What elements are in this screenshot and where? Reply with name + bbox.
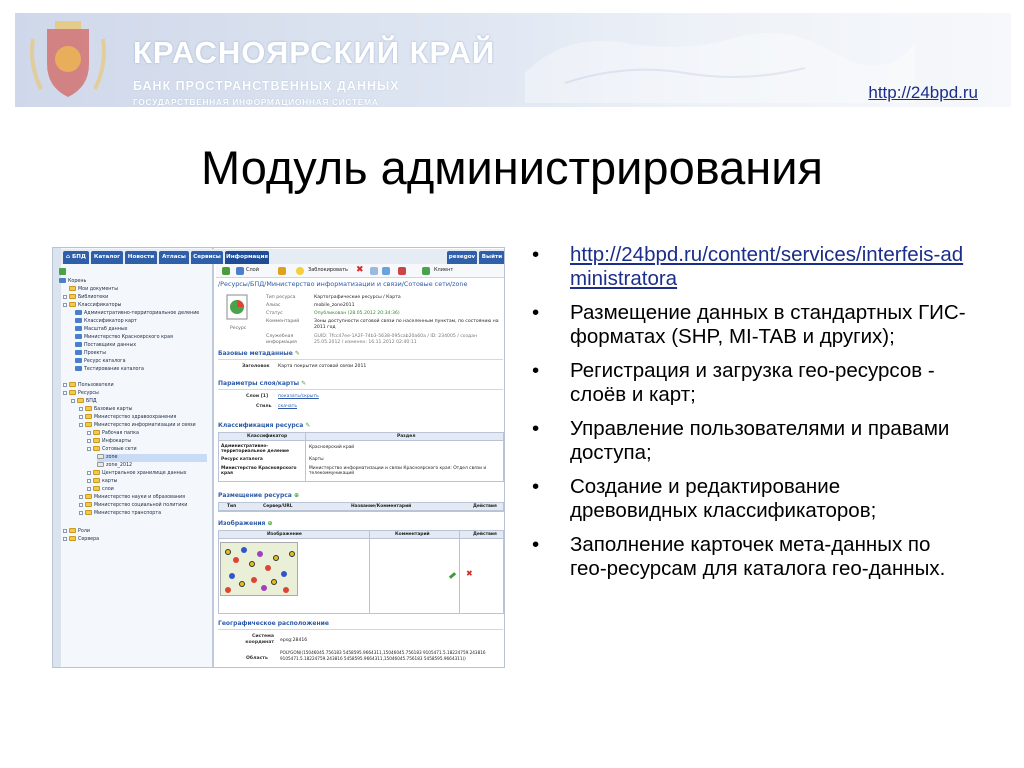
tree-node[interactable]: Министерство информатизации и связи <box>79 422 196 430</box>
bullet-text: Регистрация и загрузка гео-ресурсов - слоёв и карт; <box>570 359 935 406</box>
move-icon[interactable] <box>382 267 390 275</box>
tab-information[interactable]: Информация <box>225 251 269 264</box>
coat-of-arms-icon <box>27 19 109 103</box>
status-value: Опубликован (28.05.2012 20:34:36) <box>314 311 400 316</box>
tree-node[interactable]: карты <box>87 478 117 486</box>
layer-button[interactable]: Слой <box>246 267 259 273</box>
column-header: Классификатор <box>247 434 288 439</box>
comment-value: Зоны доступности сотовой связи по населенным пунктам, по состоянию на 2011 год <box>314 319 499 330</box>
tree-node[interactable]: БПД <box>71 398 97 406</box>
tree-node[interactable]: Роли <box>63 528 90 536</box>
type-value: Картографические ресурсы / Карта <box>314 295 401 300</box>
classification-table <box>218 432 504 482</box>
bullet-item <box>528 243 968 290</box>
bullet-item <box>528 533 968 580</box>
divider <box>218 629 503 630</box>
divider <box>218 389 503 390</box>
tree-node[interactable]: Классификатор карт <box>75 318 137 326</box>
bullet-text: Заполнение карточек мета-данных по гео-ресурсам для каталога гео-данных. <box>570 533 946 580</box>
bullet-text: Размещение данных в стандартных ГИС-форматах (SHP, MI-TAB и других); <box>570 301 966 348</box>
tree-node[interactable]: Административно-территориальное деление <box>75 310 199 318</box>
map-thumbnail-image[interactable] <box>220 542 298 596</box>
table-cell: Министерство Красноярского края <box>221 466 297 476</box>
content-pane <box>216 264 505 668</box>
crs-key: Система координат <box>245 634 274 645</box>
resource-icon <box>226 294 250 322</box>
tree-node[interactable]: Министерство транспорта <box>79 510 161 518</box>
service-value: GUID: 7fcc47ee-1A2F-74b3-5638-095cab20a60a / ID: 234005 / создан 25.05.2012 / изменен: 16.11.2012 02:40:11 <box>314 334 478 345</box>
tree-node[interactable]: Тестирование каталога <box>75 366 144 374</box>
client-button[interactable]: Клиент <box>434 267 454 273</box>
tree-node[interactable]: Сотовые сети <box>87 446 137 454</box>
style-key: Стиль <box>256 404 272 409</box>
lock-icon[interactable] <box>296 267 304 275</box>
table-header <box>219 503 503 511</box>
bullet-marker: • <box>532 417 540 440</box>
table-cell: Ресурс каталога <box>221 457 263 462</box>
table-header <box>219 531 503 539</box>
placement-title: Размещение ресурса ⊕ <box>218 492 299 499</box>
tree-node[interactable]: Инфокарты <box>87 438 131 446</box>
tree-node[interactable]: zone_2012 <box>97 462 132 470</box>
bullet-item <box>528 359 968 406</box>
column-header: Сервер/URL <box>263 504 293 509</box>
column-header: Комментарий <box>395 532 430 537</box>
bullet-list <box>528 243 968 591</box>
geo-title: Географическое расположение <box>218 620 329 627</box>
tree-node[interactable]: Ресурсы <box>63 390 99 398</box>
comment-key: Комментарий <box>266 319 300 324</box>
client-icon[interactable] <box>422 267 430 275</box>
table-cell: Административно-территориальное деление <box>221 444 289 454</box>
column-header: Раздел <box>397 434 416 439</box>
table-cell: Министерство информатизации и связи Красноярского края: Отдел связи и телекоммуникаций <box>309 466 487 476</box>
admin-screenshot <box>52 247 505 668</box>
bullet-text: Управление пользователями и правами доступа; <box>570 417 950 464</box>
tree-node[interactable]: Проекты <box>75 350 106 358</box>
tree-node[interactable]: Центральное хранилище данных <box>87 470 186 478</box>
column-header: Тип <box>227 504 237 509</box>
top-tab-bar <box>61 249 505 264</box>
alias-key: Алиас <box>266 303 281 308</box>
style-download-link[interactable]: скачать <box>278 404 298 409</box>
tree-node[interactable]: Рабочая папка <box>87 430 139 438</box>
edit-icon[interactable] <box>222 267 230 275</box>
bullet-marker: • <box>532 359 540 382</box>
tree-node[interactable]: Ресурс каталога <box>75 358 126 366</box>
column-header: Действия <box>473 504 497 509</box>
site-link[interactable]: http://24bpd.ru <box>868 83 978 102</box>
bullet-marker: • <box>532 243 540 266</box>
bullet-item <box>528 417 968 464</box>
tree-node[interactable]: Библиотеки <box>63 294 108 302</box>
tree-node[interactable]: Министерство здравоохранения <box>79 414 176 422</box>
admin-interface-link[interactable]: http://24bpd.ru/content/services/interfeis-administratora <box>570 243 964 290</box>
images-title: Изображения ⊕ <box>218 520 273 527</box>
banner-title: КРАСНОЯРСКИЙ КРАЙ <box>133 35 496 70</box>
tab-news[interactable]: Новости <box>125 251 157 264</box>
crs-value: epsg:28416 <box>280 638 308 643</box>
area-value: POLYGON((15046045.756183 5458595.9664311,15046045.756183 9105471.5.18224759.243816 9105471.5.18224759.243816 5458595.9664311,15046045.756183 5458595.9664311)) <box>280 650 486 661</box>
tree-node[interactable]: слои <box>87 486 114 494</box>
tree-node[interactable]: Мои документы <box>69 286 118 294</box>
header-banner <box>15 13 1011 107</box>
bullet-item <box>528 301 968 348</box>
table-cell: Красноярский край <box>309 445 355 450</box>
table-cell: Карты <box>309 457 324 462</box>
divider <box>218 359 503 360</box>
tab-bpd[interactable]: ⌂ БПД <box>63 251 89 264</box>
area-key: Область <box>246 656 268 661</box>
banner-subtitle-2: ГОСУДАРСТВЕННАЯ ИНФОРМАЦИОННАЯ СИСТЕМА <box>133 97 379 107</box>
tree-node-selected[interactable]: zone <box>97 454 207 462</box>
tools-icon[interactable] <box>398 267 406 275</box>
tree-node[interactable]: Министерство социальной политики <box>79 502 187 510</box>
base-meta-title: Базовые метаданные ✎ <box>218 350 300 357</box>
refresh-icon[interactable] <box>59 268 68 276</box>
tree-node[interactable]: Базовые карты <box>79 406 132 414</box>
layers-toggle-link[interactable]: показать/скрыть <box>278 394 319 399</box>
logout-button[interactable]: Выйти <box>479 251 505 264</box>
tree-node[interactable]: Корень <box>59 278 86 286</box>
world-map-decoration <box>505 13 925 107</box>
lock-button[interactable]: Заблокировать <box>308 267 348 273</box>
copy-icon[interactable] <box>370 267 378 275</box>
tree-node[interactable]: Министерство науки и образования <box>79 494 185 502</box>
classification-title: Классификация ресурса ✎ <box>218 422 311 429</box>
banner-subtitle: БАНК ПРОСТРАНСТВЕННЫХ ДАННЫХ <box>133 79 400 93</box>
params-title: Параметры слоя/карты ✎ <box>218 380 307 387</box>
tree-node[interactable]: Поставщики данных <box>75 342 136 350</box>
bullet-marker: • <box>532 475 540 498</box>
layer-icon[interactable] <box>236 267 244 275</box>
service-key: Служебная информация <box>266 334 297 345</box>
tab-services[interactable]: Сервисы <box>191 251 223 264</box>
placement-table <box>218 502 504 512</box>
tree-node[interactable]: Классификаторы <box>63 302 121 310</box>
user-name[interactable]: pesegov <box>447 251 477 264</box>
resource-label: Ресурс <box>230 326 247 331</box>
content-toolbar <box>216 264 505 278</box>
name-key: Заголовок <box>242 364 270 369</box>
bullet-text: Создание и редактирование древовидных классификаторов; <box>570 475 877 522</box>
alias-value: mobile_zone2011 <box>314 303 355 308</box>
breadcrumb[interactable]: /Ресурсы/БПД/Министерство информатизации и связи/Сотовые сети/zone <box>218 280 468 288</box>
slide-title: Модуль администрирования <box>201 141 823 194</box>
bullet-marker: • <box>532 533 540 556</box>
layers-key: Слои [1] <box>246 394 269 399</box>
tree-node[interactable]: Сервера <box>63 536 99 544</box>
left-strip <box>53 248 61 668</box>
bullet-item <box>528 475 968 522</box>
type-key: Тип ресурса <box>266 295 296 300</box>
name-value: Карта покрытия сотовой связи 2011 <box>278 364 367 369</box>
tab-atlases[interactable]: Атласы <box>159 251 189 264</box>
users-icon[interactable] <box>278 267 286 275</box>
status-key: Статус <box>266 311 283 316</box>
column-header: Название/Комментарий <box>351 504 412 509</box>
column-header: Действия <box>473 532 497 537</box>
bullet-marker: • <box>532 301 540 324</box>
tree-node[interactable]: Министерство Красноярского края <box>75 334 173 342</box>
tree-node[interactable]: Пользователи <box>63 382 114 390</box>
tree-node[interactable]: Масштаб данных <box>75 326 127 334</box>
delete-image-icon[interactable]: ✖ <box>466 569 473 578</box>
tab-catalog[interactable]: Каталог <box>91 251 123 264</box>
delete-icon[interactable]: ✖ <box>356 265 364 275</box>
table-header <box>219 433 503 441</box>
column-header: Изображение <box>267 532 302 537</box>
